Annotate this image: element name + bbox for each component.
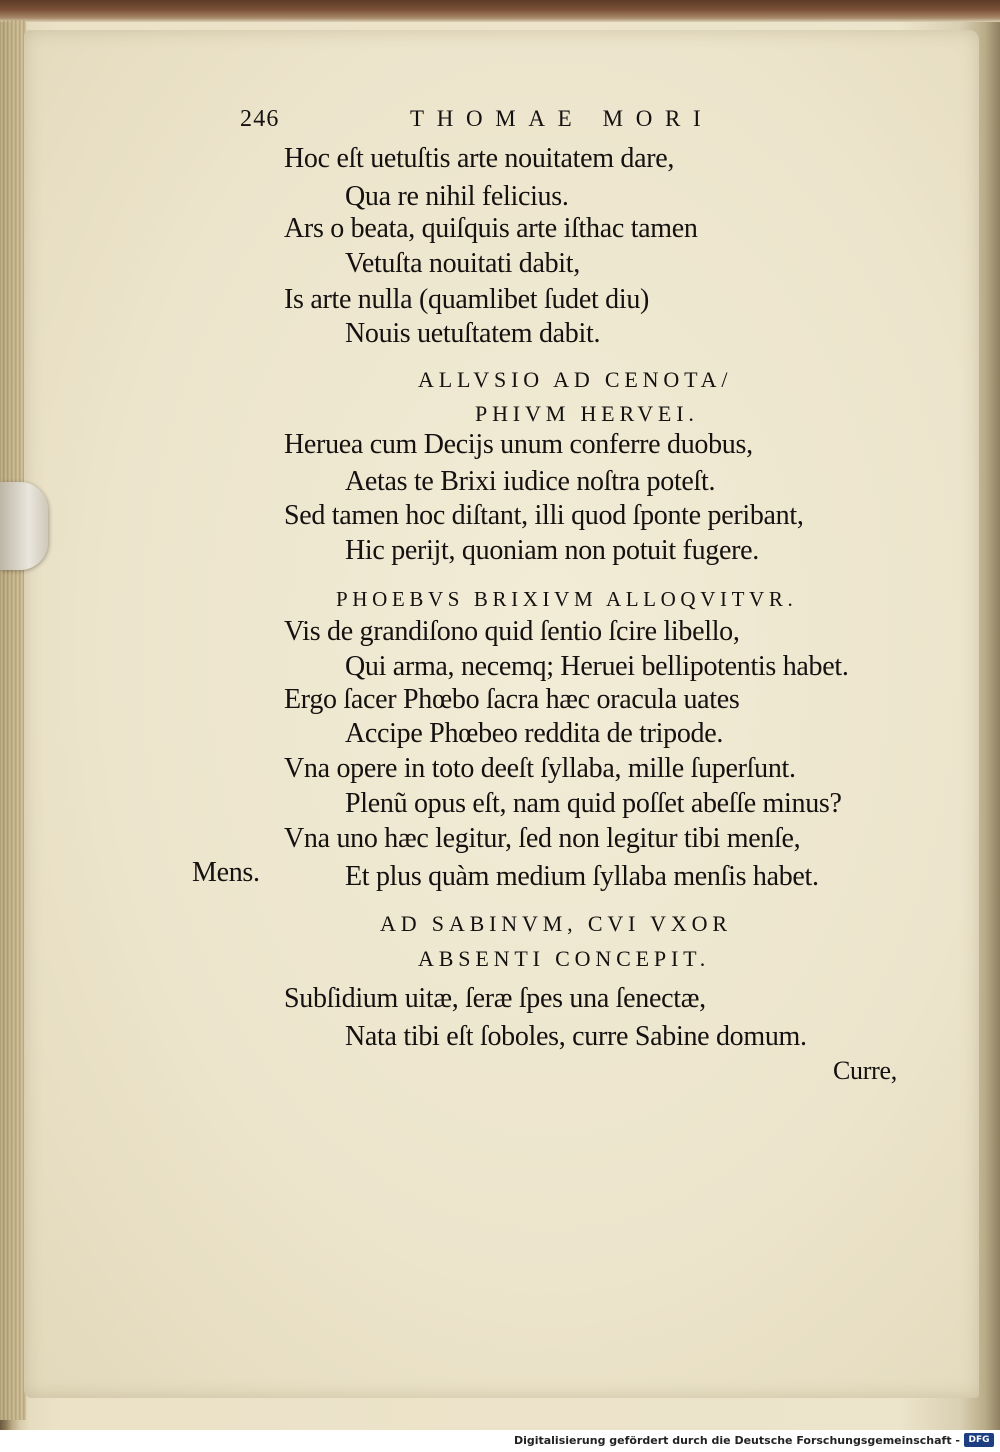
verse-line: Vna opere in toto deeſt ſyllaba, mille ſuperſunt. [284, 753, 796, 784]
verse-line: Is arte nulla (quamlibet ſudet diu) [284, 284, 650, 315]
verse-line: Vna uno hæc legitur, ſed non legitur tibi menſe, [284, 823, 801, 854]
page-stack-edge [0, 20, 26, 1420]
verse-line: Qua re nihil felicius. [345, 181, 569, 212]
page-clip [0, 482, 48, 570]
verse-line: Ars o beata, quiſquis arte iſthac tamen [284, 213, 698, 244]
verse-line: Nouis uetuſtatem dabit. [345, 318, 601, 349]
verse-line: Vis de grandiſono quid ſentio ſcire libello, [284, 616, 740, 647]
book-top-edge [0, 0, 1000, 22]
page-number: 246 [240, 106, 280, 132]
catchword: Curre, [833, 1056, 897, 1085]
verse-line: Nata tibi eſt ſoboles, curre Sabine domum. [345, 1021, 807, 1052]
verse-line: Vetuſta nouitati dabit, [345, 248, 580, 279]
verse-line: Subſidium uitæ, ſeræ ſpes una ſenectæ, [284, 983, 706, 1014]
poem-heading: ALLVSIO AD CENOTA/ [418, 367, 733, 392]
poem-heading: AD SABINVM, CVI VXOR [380, 911, 732, 936]
verse-line: Hic perijt, quoniam non potuit fugere. [345, 535, 759, 566]
verse-line: Accipe Phœbeo reddita de tripode. [345, 718, 724, 749]
verse-line: Qui arma, necemq; Heruei bellipotentis habet. [345, 651, 849, 682]
verse-line: Et plus quàm medium ſyllaba menſis habet. [345, 861, 819, 892]
poem-heading: PHOEBVS BRIXIVM ALLOQVITVR. [336, 587, 798, 611]
verse-line: Hoc eſt uetuſtis arte nouitatem dare, [284, 143, 675, 174]
verse-line: Plenũ opus eſt, nam quid poſſet abeſſe minus? [345, 788, 842, 819]
dfg-logo: DFG [964, 1433, 994, 1447]
verse-line: Ergo ſacer Phœbo ſacra hæc oracula uates [284, 684, 740, 715]
verse-line: Heruea cum Decijs unum conferre duobus, [284, 429, 753, 460]
poem-heading: ABSENTI CONCEPIT. [418, 946, 711, 971]
verse-line: Aetas te Brixi iudice noſtra poteſt. [345, 466, 716, 497]
verse-line: Sed tamen hoc diſtant, illi quod ſponte peribant, [284, 500, 804, 531]
margin-note: Mens. [192, 857, 260, 888]
poem-heading: PHIVM HERVEI. [475, 401, 699, 426]
running-title: THOMAE MORI [410, 106, 714, 131]
digitization-credit: Digitalisierung gefördert durch die Deutsche Forschungsgemeinschaft - [513, 1434, 960, 1447]
